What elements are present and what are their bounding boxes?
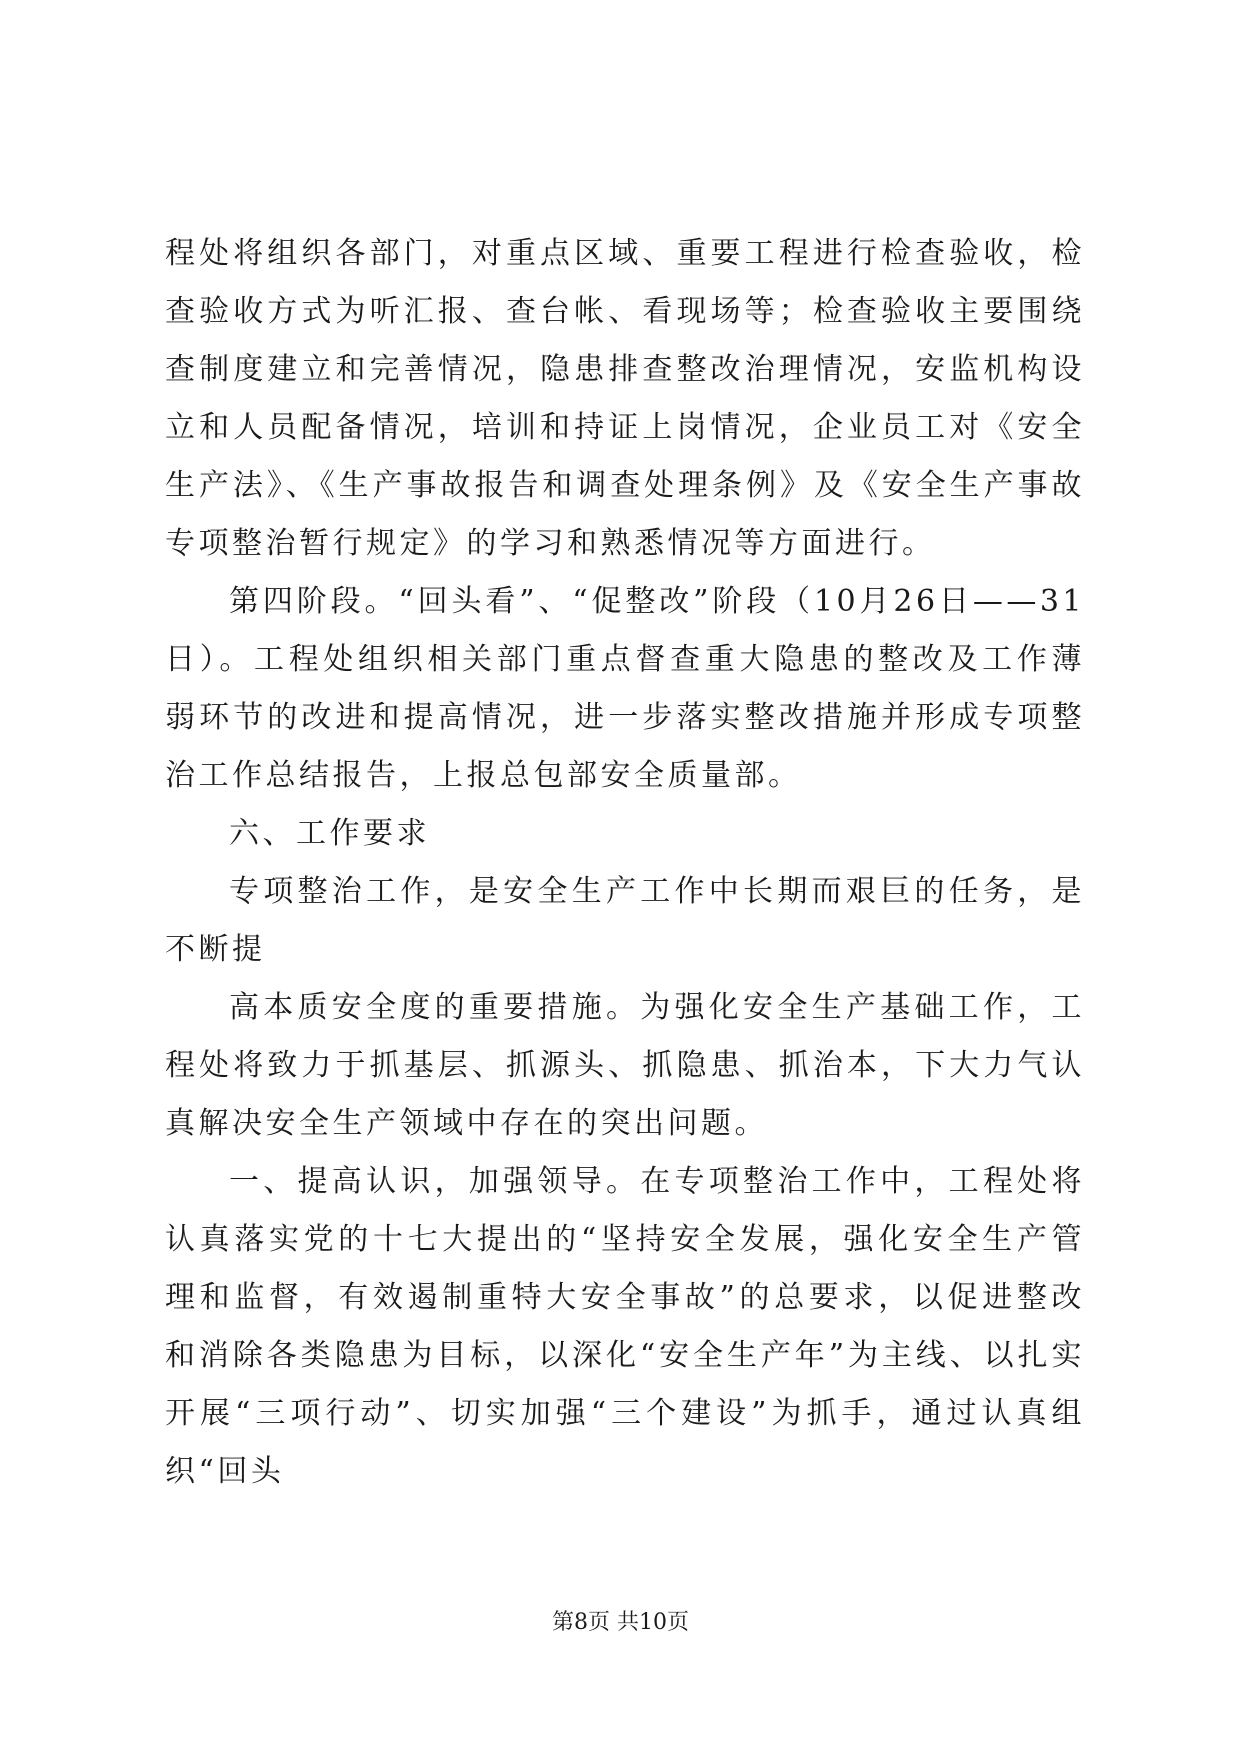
section-heading-work-requirements: 六、工作要求 (229, 816, 430, 851)
paragraph-requirements-intro: 专项整治工作，是安全生产工作中长期而艰巨的任务，是不断提 (165, 874, 1085, 967)
paragraph-safety-foundation: 高本质安全度的重要措施。为强化安全生产基础工作，工程处将致力于抓基层、抓源头、抓隐患、抓治本，下大力气认真解决安全生产领域中存在的突出问题。 (165, 990, 1085, 1141)
paragraph-phase-four: 第四阶段。“回头看”、“促整改”阶段（10月26日——31日）。工程处组织相关部门重点督查重大隐患的整改及工作薄弱环节的改进和提高情况，进一步落实整改措施并形成专项整治工作总结报告，上报总包部安全质量部。 (165, 584, 1085, 793)
document-body (165, 225, 1085, 1501)
page-footer: 第8页 共10页 (552, 1610, 689, 1635)
paragraph-raise-awareness: 一、提高认识，加强领导。在专项整治工作中，工程处将认真落实党的十七大提出的“坚持安全发展，强化安全生产管理和监督，有效遏制重特大安全事故”的总要求，以促进整改和消除各类隐患为目标，以深化“安全生产年”为主线、以扎实开展“三项行动”、切实加强“三个建设”为抓手，通过认真组织“回头 (165, 1164, 1085, 1489)
paragraph-inspection-method: 程处将组织各部门，对重点区域、重要工程进行检查验收，检查验收方式为听汇报、查台帐、看现场等；检查验收主要围绕查制度建立和完善情况，隐患排查整改治理情况，安监机构设立和人员配备情况，培训和持证上岗情况，企业员工对《安全生产法》、《生产事故报告和调查处理条例》及《安全生产事故专项整治暂行规定》的学习和熟悉情况等方面进行。 (165, 236, 1085, 561)
